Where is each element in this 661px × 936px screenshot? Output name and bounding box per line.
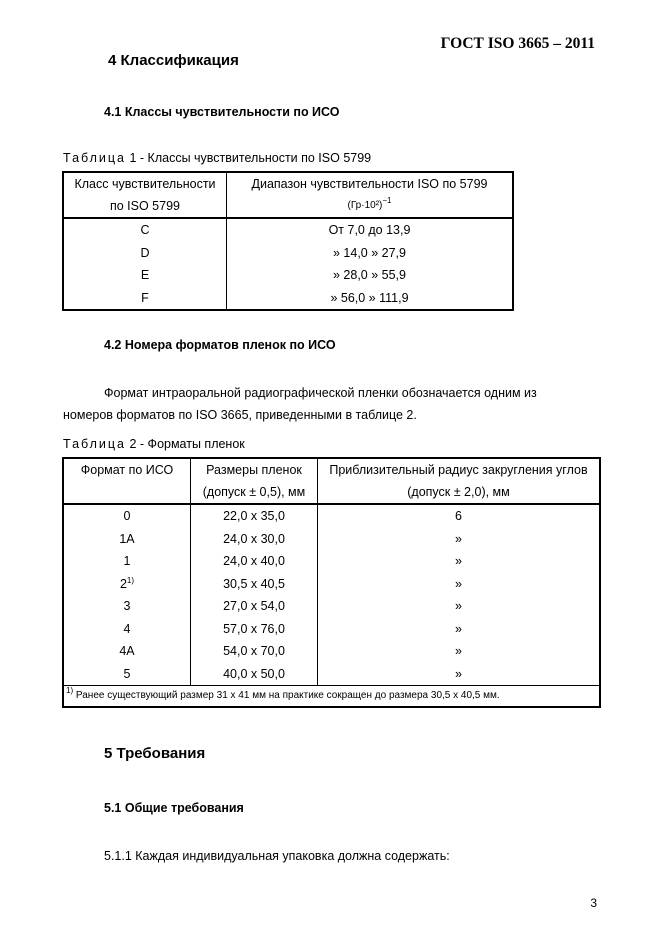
subsection-4-1-heading: 4.1 Классы чувствительности по ИСО bbox=[104, 105, 340, 119]
film-formats-table bbox=[62, 457, 601, 708]
table-row bbox=[63, 595, 600, 618]
paragraph-line-1: Формат интраоральной радиографической пленки обозначается одним из bbox=[104, 386, 537, 400]
cell-size: 24,0 x 30,0 bbox=[191, 528, 318, 551]
cell-size: 24,0 x 40,0 bbox=[191, 550, 318, 573]
cell-size: 54,0 x 70,0 bbox=[191, 640, 318, 663]
table-2-caption-text: 2 - Форматы пленок bbox=[129, 437, 245, 451]
section-5-heading: 5 Требования bbox=[104, 745, 206, 762]
header-class-line1: Класс чувствительности bbox=[74, 177, 216, 191]
table-1-caption-word: Таблица bbox=[63, 151, 127, 165]
cell-format: 3 bbox=[63, 595, 191, 618]
cell-range: От 7,0 до 13,9 bbox=[328, 223, 411, 237]
header-range-unit-exp: −1 bbox=[382, 196, 392, 205]
header-range-unit bbox=[231, 195, 508, 217]
cell-format: 4A bbox=[63, 640, 191, 663]
header-radius bbox=[318, 458, 601, 504]
table-row bbox=[63, 618, 600, 641]
table-row bbox=[63, 287, 513, 311]
paragraph-line-2: номеров форматов по ISO 3665, приведенными в таблице 2. bbox=[63, 408, 417, 422]
table-row bbox=[63, 242, 513, 265]
cell-format: 1 bbox=[63, 550, 191, 573]
header-class bbox=[63, 172, 227, 218]
cell-class: D bbox=[63, 242, 227, 265]
header-radius-line2: (допуск ± 2,0), мм bbox=[407, 485, 510, 499]
header-size-line1: Размеры пленок bbox=[206, 463, 302, 477]
cell-format: 0 bbox=[63, 504, 191, 528]
header-size-line2: (допуск ± 0,5), мм bbox=[202, 485, 306, 499]
header-range bbox=[227, 172, 514, 218]
footnote-reference: 1) bbox=[126, 575, 135, 585]
cell-format: 4 bbox=[63, 618, 191, 641]
cell-class: F bbox=[63, 287, 227, 311]
cell-format-value: 2 bbox=[119, 576, 127, 591]
item-5-1-1: 5.1.1 Каждая индивидуальная упаковка должна содержать: bbox=[104, 849, 450, 863]
cell-radius: » bbox=[455, 644, 462, 658]
footnote-text: Ранее существующий размер 31 x 41 мм на практике сокращен до размера 30,5 x 40,5 мм. bbox=[75, 690, 500, 701]
header-format: Формат по ИСО bbox=[63, 458, 191, 504]
cell-radius: 6 bbox=[455, 509, 462, 523]
table-2-caption bbox=[63, 437, 245, 451]
cell-size: 22,0 x 35,0 bbox=[191, 504, 318, 528]
cell-radius: » bbox=[455, 599, 462, 613]
sensitivity-classes-table bbox=[62, 171, 514, 311]
subsection-5-1-heading: 5.1 Общие требования bbox=[104, 801, 244, 815]
header-range-line1: Диапазон чувствительности ISO по 5799 bbox=[251, 177, 488, 191]
table-row bbox=[63, 504, 600, 528]
cell-size: 30,5 x 40,5 bbox=[191, 573, 318, 596]
header-radius-line1: Приблизительный радиус закругления углов bbox=[329, 463, 588, 477]
table-row bbox=[63, 550, 600, 573]
table-header-row bbox=[63, 172, 513, 218]
cell-class: C bbox=[63, 218, 227, 242]
section-4-heading: 4 Классификация bbox=[108, 52, 239, 69]
table-2-caption-word: Таблица bbox=[63, 437, 127, 451]
table-1-caption-text: 1 - Классы чувствительности по ISO 5799 bbox=[129, 151, 372, 165]
subsection-4-2-heading: 4.2 Номера форматов пленок по ИСО bbox=[104, 338, 336, 352]
table-row bbox=[63, 528, 600, 551]
table-row bbox=[63, 640, 600, 663]
header-class-line2: по ISO 5799 bbox=[109, 199, 180, 213]
standard-designation: ГОСТ ISO 3665 – 2011 bbox=[440, 35, 595, 52]
table-row bbox=[63, 573, 600, 596]
cell-format: 1A bbox=[63, 528, 191, 551]
cell-radius: » bbox=[455, 531, 462, 546]
header-range-unit-base: (Гр·10²) bbox=[347, 200, 383, 211]
cell-radius: » bbox=[455, 554, 462, 568]
cell-size: 57,0 x 76,0 bbox=[191, 618, 318, 641]
table-header-row bbox=[63, 458, 600, 504]
header-size bbox=[191, 458, 318, 504]
cell-size: 27,0 x 54,0 bbox=[191, 595, 318, 618]
cell-format: 5 bbox=[63, 663, 191, 686]
cell-size: 40,0 x 50,0 bbox=[191, 663, 318, 686]
table-row bbox=[63, 264, 513, 287]
cell-range: » 28,0 » 55,9 bbox=[333, 268, 406, 282]
table-1-caption bbox=[63, 151, 371, 165]
table-row bbox=[63, 218, 513, 242]
cell-class: E bbox=[63, 264, 227, 287]
cell-range: » 14,0 » 27,9 bbox=[333, 245, 406, 260]
page-number: 3 bbox=[590, 896, 597, 910]
cell-radius: » bbox=[455, 666, 462, 681]
cell-radius: » bbox=[455, 576, 462, 591]
table-footnote-row bbox=[63, 686, 600, 708]
cell-format bbox=[63, 573, 191, 596]
table-row bbox=[63, 663, 600, 686]
footnote-mark: 1) bbox=[66, 686, 74, 695]
table-footnote bbox=[63, 686, 600, 708]
cell-radius: » bbox=[455, 621, 462, 636]
cell-range: » 56,0 » 111,9 bbox=[330, 290, 409, 305]
